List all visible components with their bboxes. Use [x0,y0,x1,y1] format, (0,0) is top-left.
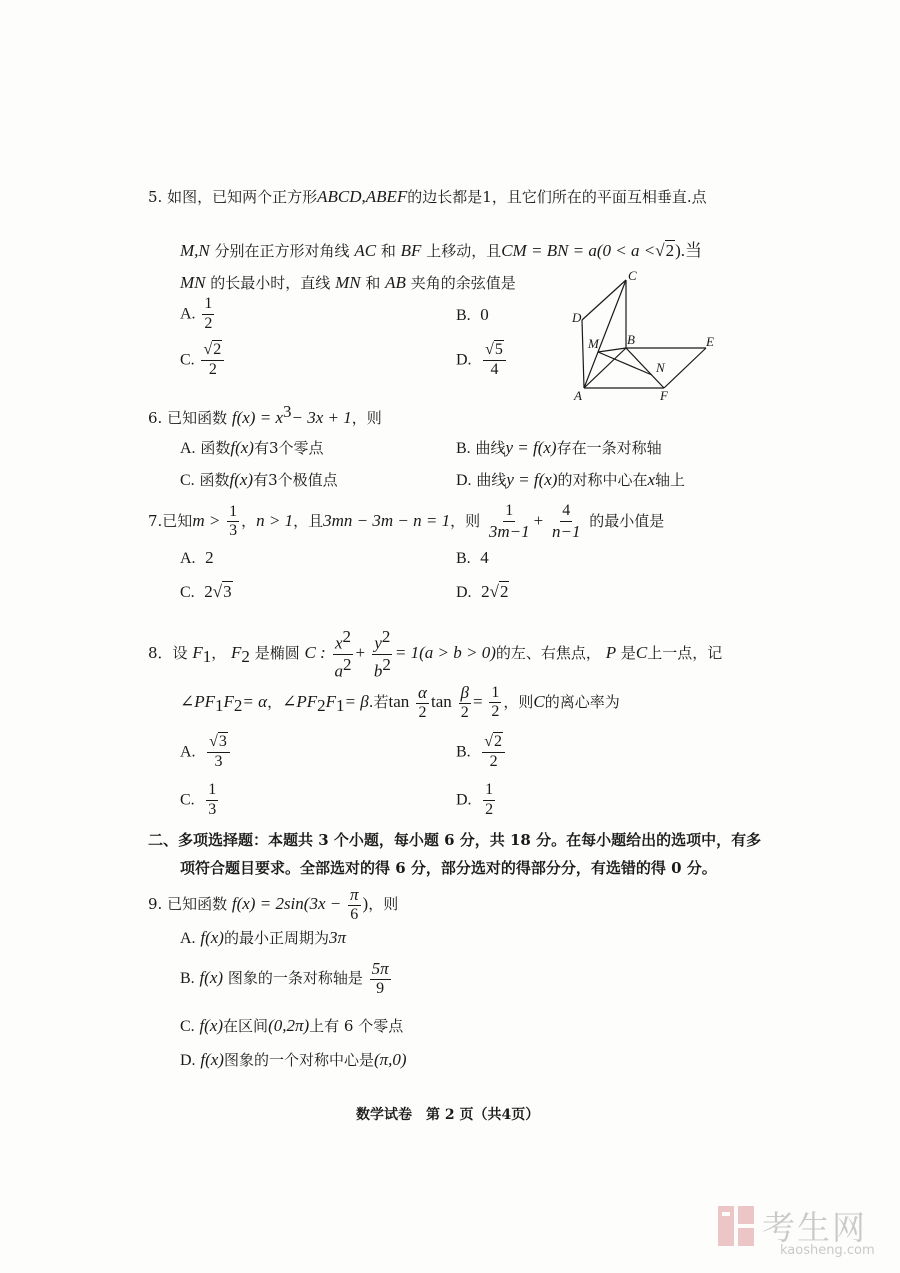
fraction: $\frac{5\pi}{9}$ [371,959,389,997]
q6-option-b[interactable]: B. 曲线y = f(x)存在一条对称轴 [456,438,662,457]
section2-line2: 项符合题目要求。全部选对的得 6 分，部分选对的得部分分，有选错的得 0 分。 [180,859,717,877]
label-c: C [628,268,637,283]
q5-option-c[interactable]: C. $\frac{√2}{2}$ [180,342,226,379]
geometry-figure [560,268,730,404]
fraction: $\frac{√2}{2}$ [201,342,224,379]
label-e: E [706,334,714,349]
fraction: $\frac{1}{3m-1}$ [488,502,530,541]
label-b: B [627,332,635,347]
q5-line2: M,N 分别在正方形对角线 AC 和 BF 上移动，且CM = BN = a(0 < a <√2).当 [180,241,703,260]
q6-stem: 6. 已知函数 $f(x) = x^3- 3x + 1$，则 [148,402,382,427]
q7-stem: 7.已知m > $\frac{1}{3}$ ，n > 1，且3mn − 3m − n = 1，则 $\frac{1}{3m-1}$ + $\frac{4}{n-1}$ 的最小值是 [148,502,665,541]
q7-option-c[interactable]: C. 2√3 [180,582,232,601]
q5-line3: MN 的长最小时，直线 MN 和 AB 夹角的余弦值是 [180,273,516,292]
diagonal-ac [584,280,626,388]
q6-option-d[interactable]: D. 曲线y = f(x)的对称中心在x轴上 [456,470,686,489]
q5-line1: 5. 如图，已知两个正方形ABCD,ABEF的边长都是1，且它们所在的平面互相垂直.点 [148,187,707,206]
q9-option-d[interactable]: D. f(x)图象的一个对称中心是(π,0) [180,1050,407,1069]
section2-line1: 二、多项选择题：本题共 3 个小题，每小题 6 分，共 18 分。在每小题给出的选项中，有多 [148,831,762,849]
fraction: $\frac{\alpha}{2}$ [418,683,427,721]
q7-option-d[interactable]: D. 2√2 [456,582,509,601]
fraction: $\frac{y^2}{b^2}$ [373,627,391,681]
fraction: $\frac{√3}{3}$ [207,734,230,771]
q7-option-b[interactable]: B. 4 [456,548,489,567]
watermark-url: kaosheng.com [780,1243,875,1258]
edge-ef [664,348,706,388]
q8-option-a[interactable]: A. $\frac{√3}{3}$ [180,734,232,771]
fraction: $\frac{1}{3}$ [229,502,238,540]
q8-option-b[interactable]: B. $\frac{√2}{2}$ [456,734,507,771]
sqrt-2: √2 [655,241,675,260]
fraction: $\frac{√2}{2}$ [482,734,505,771]
fraction: $\frac{1}{2}$ [485,781,494,818]
page-footer: 数学试卷 第 2 页（共4页） [356,1107,540,1123]
q5-option-d[interactable]: D. $\frac{√5}{4}$ [456,342,508,379]
edge-dc [582,280,626,320]
fraction: $\frac{4}{n-1}$ [552,502,581,541]
q9-stem: 9. 已知函数 f(x) = 2sin(3x − $\frac{\pi}{6}$ )，则 [148,885,399,923]
q8-option-c[interactable]: C. $\frac{1}{3}$ [180,781,217,818]
fraction: $\frac{\beta}{2}$ [460,683,469,721]
label-m: M [588,336,599,351]
fraction: $\frac{\pi}{6}$ [350,885,359,923]
kaosheng-logo-icon [716,1204,756,1248]
q8-line1: 8．设 $F_1$， $F_2$ 是椭圆 C : $\frac{x^2}{a^2}$ + $\frac{y^2}{b^2}$ = 1(a > b > 0)的左、右焦点， P 是C上一点，记 [148,627,723,681]
q8-option-d[interactable]: D. $\frac{1}{2}$ [456,781,494,818]
watermark [716,1204,756,1248]
q9-option-c[interactable]: C. f(x)在区间(0,2π)上有 6 个零点 [180,1016,404,1035]
q5-option-b[interactable]: B. 0 [456,305,489,324]
label-a: A [574,388,582,403]
label-f: F [660,388,668,403]
q9-option-b[interactable]: B. f(x) 图象的一条对称轴是 $\frac{5\pi}{9}$ [180,959,389,997]
fraction: $\frac{1}{3}$ [208,781,217,818]
watermark-name: 考生网 [762,1208,867,1247]
q6-option-a[interactable]: A. 函数f(x)有3个零点 [180,438,324,457]
edge-ad [582,320,584,388]
q6-option-c[interactable]: C. 函数f(x)有3个极值点 [180,470,338,489]
fraction: $\frac{1}{2}$ [491,683,500,721]
fraction: $\frac{1}{2}$ [204,295,213,332]
q5-option-a[interactable]: A. $\frac{1}{2}$ [180,295,213,332]
q7-option-a[interactable]: A. 2 [180,548,214,567]
edge-ab [584,348,626,388]
fraction: $\frac{x^2}{a^2}$ [334,627,352,681]
label-d: D [572,310,582,325]
fraction: $\frac{√5}{4}$ [483,342,506,379]
label-n: N [656,360,665,375]
segment-mn [598,352,652,375]
q9-option-a[interactable]: A. f(x)的最小正周期为3π [180,928,346,947]
q8-line2: $\angle PF_1F_2= \alpha$，$\angle PF_2F_1= \beta$.若tan $\frac{\alpha}{2}$ tan $\frac{\beta}{2}$ = $\frac{1}{2}$ ，则C的离心率为 [180,683,620,721]
